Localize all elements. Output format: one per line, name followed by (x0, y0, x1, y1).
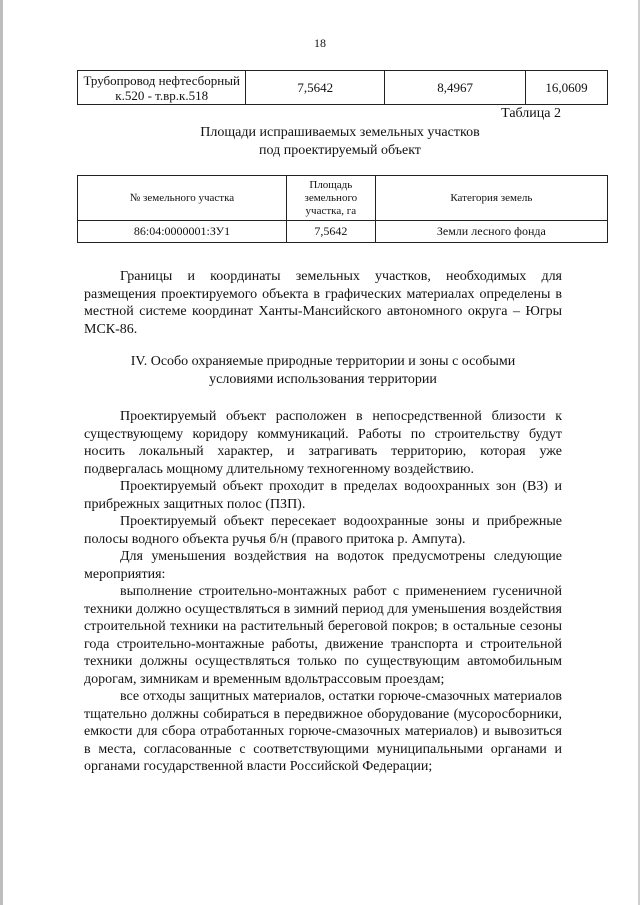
table-title-line: под проектируемый объект (259, 143, 421, 158)
table-row (78, 221, 608, 243)
table-cell: 86:04:0000001:ЗУ1 (78, 221, 287, 243)
table-cell: Трубопровод нефтесборный к.520 - т.вр.к.518 (78, 71, 246, 105)
paragraph: Проектируемый объект пересекает водоохранные зоны и прибрежные полосы водного объекта ручья б/н (правого притока р. Ампута). (84, 514, 562, 547)
main-text-block (84, 408, 562, 776)
pipeline-area-table (77, 70, 608, 105)
section-heading (84, 353, 562, 389)
boundaries-paragraph-block (84, 268, 562, 338)
paragraph: Проектируемый объект проходит в пределах водоохранных зон (ВЗ) и прибрежных защитных полос (ПЗП). (84, 479, 562, 512)
table-title (0, 124, 640, 160)
table-cell: 7,5642 (246, 71, 385, 105)
table-header-row (78, 176, 608, 221)
table-cell: 7,5642 (286, 221, 375, 243)
paragraph: Границы и координаты земельных участков, необходимых для размещения проектируемого объекта в графических материалах определены в местной системе координат Ханты-Мансийского автономного округа – Югры МСК-86. (84, 269, 562, 337)
header-cell: № земельного участка (78, 176, 287, 221)
table-row (78, 71, 608, 105)
header-cell: Категория земель (375, 176, 607, 221)
paragraph: Проектируемый объект расположен в непосредственной близости к существующему коридору коммуникаций. Работы по строительству будут носить локальный характер, и затрагивать территорию, которая уже подвергалась мощному длительному техногенному воздействию. (84, 409, 562, 477)
paragraph: Для уменьшения воздействия на водоток предусмотрены следующие мероприятия: (84, 549, 562, 582)
list-item: выполнение строительно-монтажных работ с применением гусеничной техники должно осуществляться в зимний период для уменьшения воздействия строительной техники на растительный береговой покров; в остальные сезоны года строительно-монтажные работы, движение транспорта и строительной техники должны осуществляться только по существующим автомобильным дорогам, зимникам и временным вдольтрассовым проездам; (84, 584, 562, 687)
table-label: Таблица 2 (501, 106, 561, 121)
page-number: 18 (314, 36, 326, 50)
section-heading-line: IV. Особо охраняемые природные территории и зоны с особыми (130, 354, 516, 369)
land-plots-table (77, 175, 608, 243)
table-cell: Земли лесного фонда (375, 221, 607, 243)
table-title-line: Площади испрашиваемых земельных участков (200, 125, 480, 140)
list-item: все отходы защитных материалов, остатки горюче-смазочных материалов тщательно должны собираться в передвижное оборудование (мусоросборники, емкости для сбора отработанных горюче-смазочных материалов) и вывозиться в места, согласованные с соответствующими муниципальными органами и органами государственной власти Российской Федерации; (84, 689, 562, 774)
table-cell: 8,4967 (385, 71, 526, 105)
header-cell: Площадь земельного участка, га (286, 176, 375, 221)
section-heading-line: условиями использования территории (209, 372, 437, 387)
table-cell: 16,0609 (526, 71, 608, 105)
